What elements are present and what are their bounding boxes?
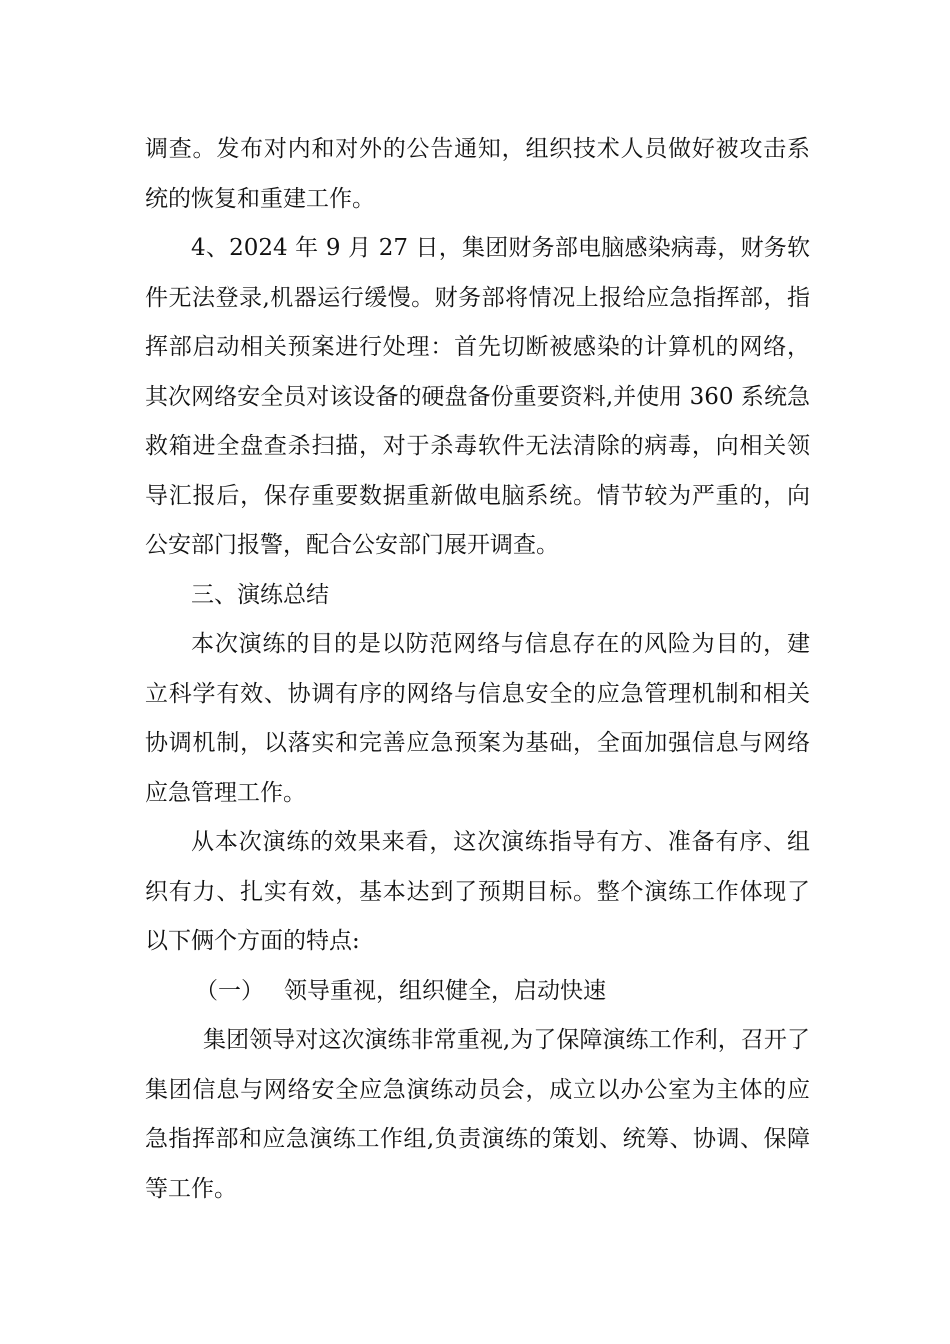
document-body (145, 125, 810, 1214)
paragraph-purpose: 本次演练的目的是以防范网络与信息存在的风险为目的，建立科学有效、协调有序的网络与信息安全的应急管理机制和相关协调机制，以落实和完善应急预案为基础，全面加强信息与网络应急管理工作。 (145, 631, 810, 806)
paragraph-effect: 从本次演练的效果来看，这次演练指导有方、准备有序、组织有力、扎实有效，基本达到了预期目标。整个演练工作体现了以下俩个方面的特点: (145, 829, 810, 954)
section-heading-summary: 三、演练总结 (191, 581, 329, 608)
subheading-title: 领导重视，组织健全，启动快速 (284, 977, 606, 1004)
paragraph-case-4: 4、2024 年 9 月 27 日，集团财务部电脑感染病毒，财务软件无法登录,机器运行缓慢。财务部将情况上报给应急指挥部，指挥部启动相关预案进行处理：首先切断被感染的计算机的网络，其次网络安全员对该设备的硬盘备份重要资料,并使用 360 系统急救箱进全盘查杀扫描，对于杀毒软件无法清除的病毒，向相关领导汇报后，保存重要数据重新做电脑系统。情节较为严重的，向公安部门报警，配合公安部门展开调查。 (145, 235, 810, 558)
paragraph-leadership (145, 1016, 810, 1214)
paragraph-leadership-text: 集团领导对这次演练非常重视,为了保障演练工作利，召开了集团信息与网络安全应急演练动员会，成立以办公室为主体的应急指挥部和应急演练工作组,负责演练的策划、统筹、协调、保障等工作。 (145, 1027, 810, 1202)
subheading-number: （一） (195, 977, 264, 1004)
paragraph-continuation: 调查。发布对内和对外的公告通知，组织技术人员做好被攻击系统的恢复和重建工作。 (145, 136, 810, 212)
subheading-leadership (145, 967, 810, 1017)
